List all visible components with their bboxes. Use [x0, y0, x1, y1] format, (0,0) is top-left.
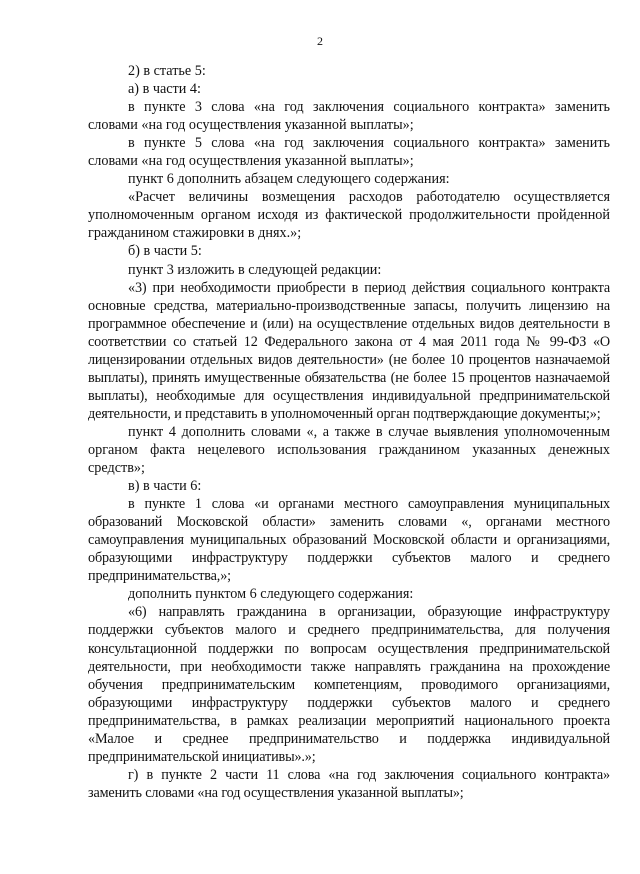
paragraph-item-3-amendment: в пункте 3 слова «на год заключения социального контракта» заменить словами «на год осуществления указанной выплаты»; [88, 99, 610, 134]
page-number: 2 [317, 34, 323, 48]
paragraph-item-6-addition: пункт 6 дополнить абзацем следующего содержания: [128, 171, 450, 188]
paragraph-part-6: в) в части 6: [128, 478, 202, 495]
paragraph-quoted-item-3: «3) при необходимости приобрести в период действия социального контракта основные средства, материально-производственные запасы, получить лицензию на программное обеспечение и (или) на осуществление отдельных видов деятельности в соответствии со статьей 12 Федерального закона от 4 мая 2011 года № 99-ФЗ «О лицензировании отдельных видов деятельности» (не более 10 процентов назначаемой выплаты), принять имущественные обязательства (не более 15 процентов назначаемой выплаты), необходимые для осуществления индивидуальной предпринимательской деятельности, и представить в уполномоченный орган подтверждающие документы;»; [88, 279, 610, 422]
paragraph-part-11-amendment: г) в пункте 2 части 11 слова «на год заключения социального контракта» заменить словами «на год осуществления указанной выплаты»; [88, 766, 610, 801]
paragraph-article-5: 2) в статье 5: [128, 63, 206, 79]
paragraph-part-5: б) в части 5: [128, 243, 202, 260]
paragraph-item-3-new-wording: пункт 3 изложить в следующей редакции: [128, 261, 382, 278]
paragraph-item-4-addition: пункт 4 дополнить словами «, а также в случае выявления уполномоченным органом факта нецелевого использования гражданином указанных денежных средств»; [88, 423, 610, 477]
paragraph-part-4: а) в части 4: [128, 81, 201, 98]
document-body [88, 62, 610, 802]
paragraph-quoted-calculation: «Расчет величины возмещения расходов работодателю осуществляется уполномоченным органом исходя из фактической продолжительности пройденной гражданином стажировки в днях.»; [88, 189, 610, 242]
paragraph-item-1-amendment: в пункте 1 слова «и органами местного самоуправления муниципальных образований Московской области» заменить словами «, органами местного самоуправления муниципальных образований Московской области и организациями, образующими инфраструктуру поддержки субъектов малого и среднего предпринимательства,»; [88, 496, 610, 585]
paragraph-quoted-item-6: «6) направлять гражданина в организации, образующие инфраструктуру поддержки субъектов малого и среднего предпринимательства, для получения консультационной поддержки по вопросам осуществления предпринимательской деятельности, при необходимости также направлять гражданина на прохождение обучения предпринимательским компетенциям, проводимого организациями, образующими инфраструктуру поддержки субъектов малого и среднего предпринимательства, в рамках реализации мероприятий национального проекта «Малое и среднее предпринимательство и поддержка индивидуальной предпринимательской инициативы».»; [88, 604, 610, 765]
paragraph-item-6-new: дополнить пунктом 6 следующего содержания: [128, 586, 414, 603]
paragraph-item-5-amendment: в пункте 5 слова «на год заключения социального контракта» заменить словами «на год осуществления указанной выплаты»; [88, 135, 610, 170]
